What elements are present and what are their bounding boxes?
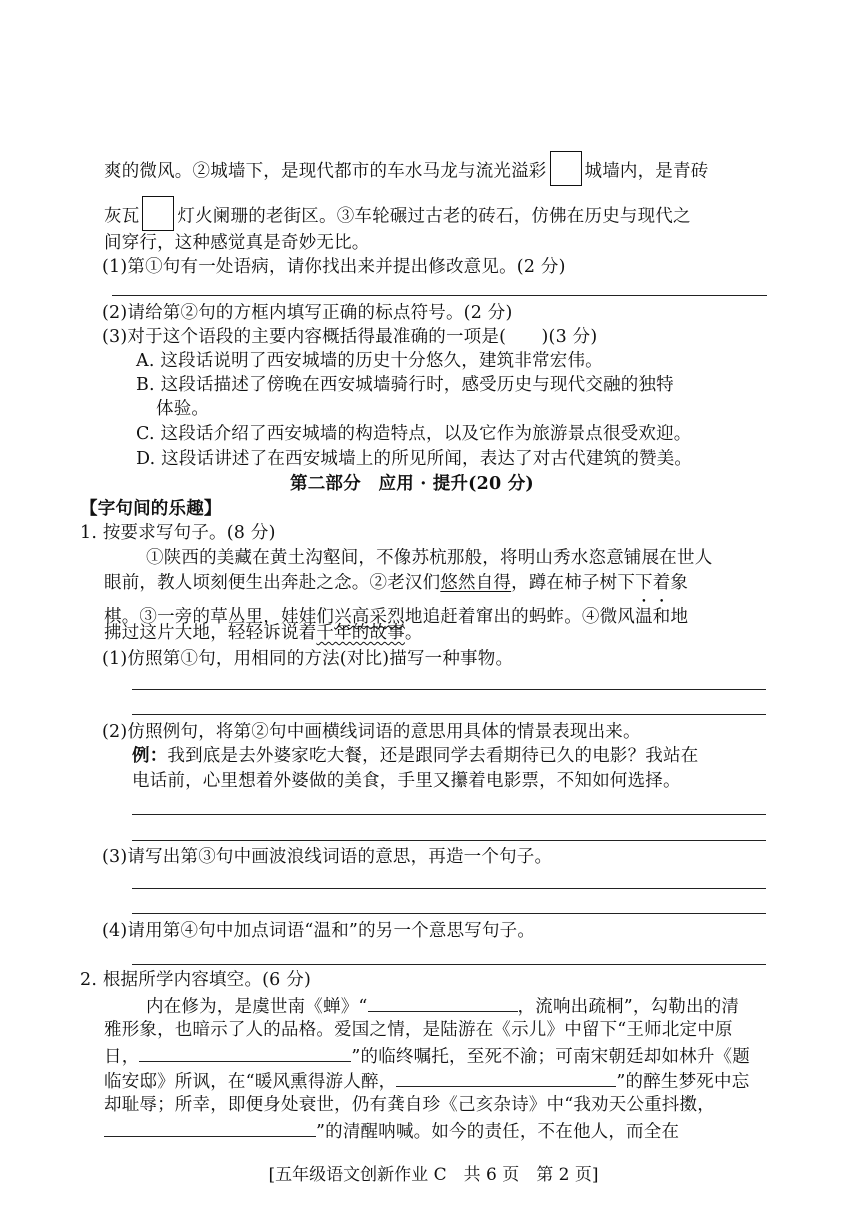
punctuation-box-1[interactable] [550, 151, 582, 186]
wavy-phrase: 千年的故事 [316, 623, 405, 643]
question-2-title: 2. 根据所学内容填空。(6 分) [80, 970, 312, 990]
answer-line[interactable] [132, 840, 766, 841]
question-1-3: (3)对于这个语段的主要内容概括得最准确的一项是( )(3 分) [102, 327, 598, 347]
reading-text: 眼前，教人顷刻便生出奔赴之念。②老汉们 [104, 573, 441, 593]
subquestion-2: (2)仿照例句，将第②句中画横线词语的意思用具体的情景表现出来。 [102, 722, 641, 742]
reading-line-4 [104, 622, 423, 644]
answer-line[interactable] [132, 888, 766, 889]
punctuation-box-2[interactable] [142, 196, 174, 231]
fill-line-3 [104, 1044, 750, 1068]
fill-line-5: 却耻辱；所幸，即便身处衰世，仍有龚自珍《己亥杂诗》中“我劝天公重抖擞， [104, 1095, 715, 1115]
fill-blank-3[interactable] [396, 1069, 616, 1087]
reading-text: 棋。③一旁的草丛里，娃娃们 [104, 607, 335, 627]
subquestion-1: (1)仿照第①句，用相同的方法(对比)描写一种事物。 [102, 649, 514, 669]
reading-text: ，蹲在柿子树下下着象 [511, 573, 689, 593]
fill-blank-1[interactable] [368, 994, 518, 1012]
subquestion-3: (3)请写出第③句中画波浪线词语的意思，再造一个句子。 [102, 847, 553, 867]
reading-line-1: ①陕西的美藏在黄土沟壑间，不像苏杭那般，将明山秀水恣意铺展在世人 [146, 548, 713, 568]
passage-text: 爽的微风。②城墙下，是现代都市的车水马龙与流光溢彩 [104, 161, 547, 182]
fill-text: ，流响出疏桐”，勾勒出的清 [517, 997, 740, 1017]
example-label: 例： [132, 746, 168, 766]
dotted-word: 温和 [635, 607, 671, 627]
reading-text: 拂过这片大地，轻轻诉说着 [104, 623, 317, 643]
answer-line[interactable] [132, 689, 766, 690]
passage-line-1 [104, 158, 708, 186]
fill-text: ”的临终嘱托，至死不渝；可南宋朝廷却如林升《题 [351, 1047, 750, 1067]
passage-text: 城墙内，是青砖 [584, 161, 709, 182]
fill-blank-4[interactable] [104, 1119, 316, 1137]
fill-line-6 [104, 1119, 679, 1143]
subquestion-4: (4)请用第④句中加点词语“温和”的另一个意思写句子。 [102, 921, 536, 941]
fill-line-2: 雅形象，也暗示了人的品格。爱国之情，是陆游在《示儿》中留下“王师北定中原 [104, 1020, 733, 1040]
underlined-phrase: 悠然自得 [440, 573, 512, 593]
reading-text: 地 [670, 607, 689, 627]
answer-line[interactable] [132, 814, 766, 815]
fill-text: 日， [104, 1047, 140, 1067]
option-c[interactable]: C. 这段话介绍了西安城墙的构造特点，以及它作为旅游景点很受欢迎。 [136, 424, 692, 444]
example-line-2: 电话前，心里想着外婆做的美食，手里又攥着电影票，不知如何选择。 [132, 771, 681, 791]
example-line-1 [132, 745, 698, 767]
passage-text: 灰瓦 [104, 206, 140, 227]
reading-text: 地追赶着窜出的蚂蚱。④微风 [404, 607, 636, 627]
passage-text: 灯火阑珊的老街区。③车轮碾过古老的砖石，仿佛在历史与现代之 [177, 206, 691, 227]
fill-text: 临安邸》所讽，在“暖风熏得游人醉， [104, 1072, 397, 1092]
passage-line-2 [104, 203, 691, 231]
fill-text: ”的清醒呐喊。如今的责任，不在他人，而全在 [316, 1122, 680, 1142]
fill-text: ”的醉生梦死中忘 [616, 1072, 750, 1092]
question-1-1: (1)第①句有一处语病，请你找出来并提出修改意见。(2 分) [102, 257, 566, 277]
answer-line[interactable] [132, 964, 766, 965]
section-heading: 【字句间的乐趣】 [80, 499, 222, 519]
option-b-cont: 体验。 [156, 399, 210, 419]
page-footer: [五年级语文创新作业 C 共 6 页 第 2 页] [268, 1165, 599, 1185]
fill-line-4 [104, 1069, 749, 1093]
option-d[interactable]: D. 这段话讲述了在西安城墙上的所见所闻，表达了对古代建筑的赞美。 [136, 449, 693, 469]
fill-line-1 [146, 994, 739, 1018]
example-text: 我到底是去外婆家吃大餐，还是跟同学去看期待已久的电影？我站在 [167, 746, 699, 766]
option-b[interactable]: B. 这段话描述了傍晚在西安城墙骑行时，感受历史与现代交融的独特 [136, 375, 674, 395]
reading-line-2 [104, 572, 688, 594]
fill-text: 内在修为，是虞世南《蝉》“ [146, 997, 368, 1017]
fill-blank-2[interactable] [139, 1044, 351, 1062]
reading-text: 。 [404, 623, 423, 643]
answer-line[interactable] [132, 714, 766, 715]
answer-line[interactable] [132, 913, 766, 914]
answer-line[interactable] [112, 295, 767, 296]
question-title: 1. 按要求写句子。(8 分) [80, 523, 276, 543]
passage-line-3: 间穿行，这种感觉真是奇妙无比。 [104, 233, 370, 253]
part-two-title: 第二部分 应用 · 提升(20 分) [290, 474, 534, 494]
question-1-2: (2)请给第②句的方框内填写正确的标点符号。(2 分) [102, 303, 513, 323]
option-a[interactable]: A. 这段话说明了西安城墙的历史十分悠久，建筑非常宏伟。 [136, 351, 603, 371]
wavy-phrase: 兴高采烈 [334, 607, 405, 627]
